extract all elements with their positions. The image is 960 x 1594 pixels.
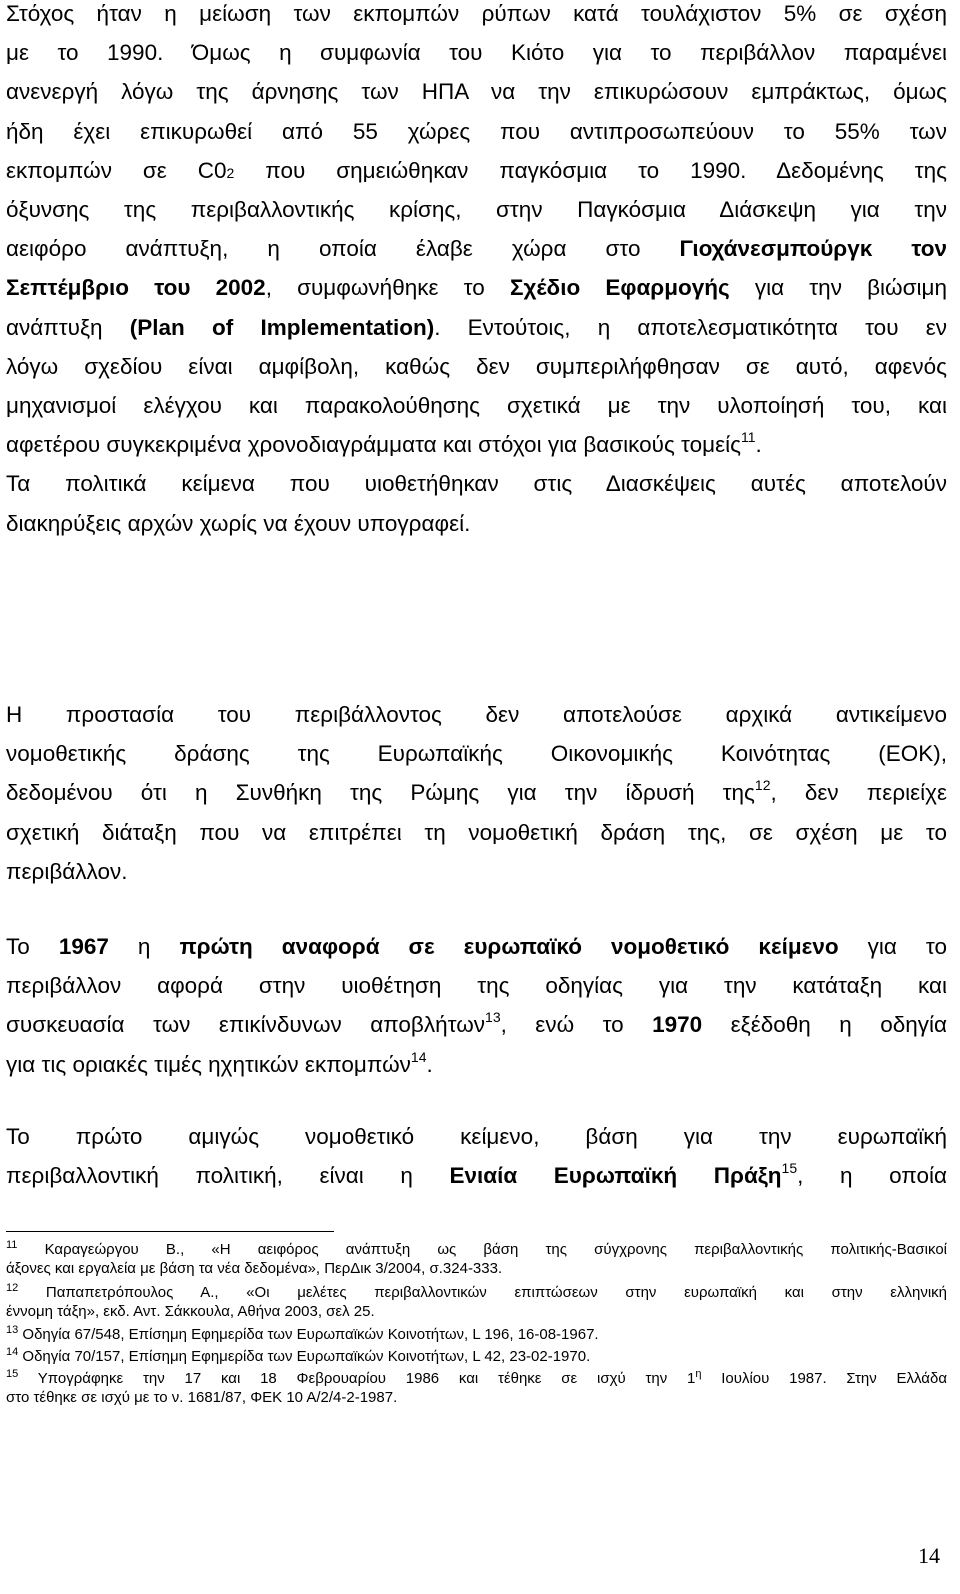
paragraph-kyoto bbox=[6, 0, 947, 543]
footnote-ref-12: 12 bbox=[754, 777, 771, 794]
text-line: αφετέρου συγκεκριμένα χρονοδιαγράμματα και στόχοι για βασικούς τομείς$^{11}$. bbox=[6, 429, 762, 458]
text-line: περιβάλλον αφορά στην υιοθέτηση της οδηγίας για την κατάταξη και bbox=[6, 973, 947, 999]
text-line: Σεπτέμβριο του 2002, συμφωνήθηκε το Σχέδιο Εφαρμογής για την βιώσιμη bbox=[6, 275, 947, 301]
footnote-15: $^{15}$ Υπογράφηκε την 17 και 18 Φεβρουαρίου 1986 και τέθηκε σε ισχύ την $1^\eta$ Ιουλίου 1987. Στην Ελλάδα στο τέθηκε σε ισχύ με το ν. 1681/87, ΦΕΚ 10 Α/2/4-2-1987. bbox=[6, 1368, 948, 1406]
footnote-ref-13: 13 bbox=[485, 1009, 501, 1026]
footnote-separator bbox=[6, 1231, 334, 1232]
footnote-ref-15: 15 bbox=[781, 1160, 798, 1177]
text-line: ανενεργή λόγω της άρνησης των ΗΠΑ να την επικυρώσουν εμπράκτως, όμως bbox=[6, 79, 947, 105]
text-line: συσκευασία των επικίνδυνων αποβλήτων$^{13}$, ενώ το 1970 εξέδοθη η οδηγία bbox=[6, 1009, 947, 1038]
subscript: 2 bbox=[226, 164, 235, 181]
text-line: περιβαλλοντική πολιτική, είναι η Ενιαία Ευρωπαϊκή Πράξη$^{15}$, η οποία bbox=[6, 1160, 948, 1189]
footnote-ref-14: 14 bbox=[410, 1048, 427, 1065]
page-number: 14 bbox=[918, 1543, 940, 1568]
text-line: σχετική διάταξη που να επιτρέπει τη νομοθετική δράση της, σε σχέση με το bbox=[6, 819, 947, 845]
paragraph-single-act bbox=[6, 1117, 947, 1195]
text-line: Το 1967 η πρώτη αναφορά σε ευρωπαϊκό νομοθετικό κείμενο για το bbox=[6, 934, 947, 959]
text-line: Η προστασία του περιβάλλοντος δεν αποτελούσε αρχικά αντικείμενο bbox=[6, 702, 947, 727]
text-line: με το 1990. Όμως η συμφωνία του Κιότο για το περιβάλλον παραμένει bbox=[6, 40, 947, 66]
text-line: για τις οριακές τιμές ηχητικών εκπομπών$^{14}$. bbox=[6, 1048, 433, 1077]
text-line: αειφόρο ανάπτυξη, η οποία έλαβε χώρα στο Γιοχάνεσμπούργκ τον bbox=[6, 236, 947, 262]
text-line: ήδη έχει επικυρωθεί από 55 χώρες που αντιπροσωπεύουν το 55% των bbox=[6, 118, 947, 144]
footnote-14: $^{14}$ Οδηγία 70/157, Επίσημη Εφημερίδα των Ευρωπαϊκών Κοινοτήτων, L 42, 23-02-1970. bbox=[6, 1346, 591, 1365]
text-line: Στόχος ήταν η μείωση των εκπομπών ρύπων κατά τουλάχιστον 5% σε σχέση bbox=[6, 1, 947, 26]
paragraph-eec bbox=[6, 695, 947, 891]
text-line: διακηρύξεις αρχών χωρίς να έχουν υπογραφεί. bbox=[6, 510, 471, 536]
text-line: Τα πολιτικά κείμενα που υιοθετήθηκαν στις Διασκέψεις αυτές αποτελούν bbox=[6, 471, 947, 497]
text-line: νομοθετικής δράσης της Ευρωπαϊκής Οικονομικής Κοινότητας (ΕΟΚ), bbox=[6, 741, 947, 767]
footnote-13: $^{13}$ Οδηγία 67/548, Επίσημη Εφημερίδα των Ευρωπαϊκών Κοινοτήτων, L 196, 16-08-1967. bbox=[6, 1324, 599, 1343]
text-line: δεδομένου ότι η Συνθήκη της Ρώμης για την ίδρυσή της$^{12}$, δεν περιείχε bbox=[6, 777, 948, 806]
text-line: Το πρώτο αμιγώς νομοθετικό κείμενο, βάση για την ευρωπαϊκή bbox=[6, 1124, 947, 1149]
footnote-ref-11: 11 bbox=[740, 429, 756, 446]
footnote-12: $^{12}$ Παπαπετρόπουλος Α., «Οι μελέτες περιβαλλοντικών επιπτώσεων στην ευρωπαϊκή και στην ελληνική έννομη τάξη», εκδ. Αντ. Σάκκουλα, Αθήνα 2003, σελ 25. bbox=[6, 1282, 947, 1320]
text-line: εκπομπών σε C02 που σημειώθηκαν παγκόσμια το 1990. Δεδομένης της bbox=[6, 157, 947, 183]
text-line: λόγω σχεδίου είναι αμφίβολη, καθώς δεν συμπεριλήφθησαν σε αυτό, αφενός bbox=[6, 353, 947, 379]
paragraph-1967 bbox=[6, 927, 947, 1084]
footnote-11: $^{11}$ Καραγεώργου Β., «Η αειφόρος ανάπτυξη ως βάση της σύγχρονης περιβαλλοντικής πολιτικής-Βασικοί άξονες και εργαλεία με βάση τα νέα δεδομένα», ΠερΔικ 3/2004, σ.324-333. bbox=[6, 1239, 947, 1277]
text-line: όξυνσης της περιβαλλοντικής κρίσης, στην Παγκόσμια Διάσκεψη για την bbox=[6, 197, 947, 223]
text-line: μηχανισμοί ελέγχου και παρακολούθησης σχετικά με την υλοποίησή του, και bbox=[6, 393, 947, 419]
text-line: ανάπτυξη (Plan of Implementation). Εντούτοις, η αποτελεσματικότητα του εν bbox=[6, 314, 947, 340]
text-line: περιβάλλον. bbox=[6, 858, 128, 884]
